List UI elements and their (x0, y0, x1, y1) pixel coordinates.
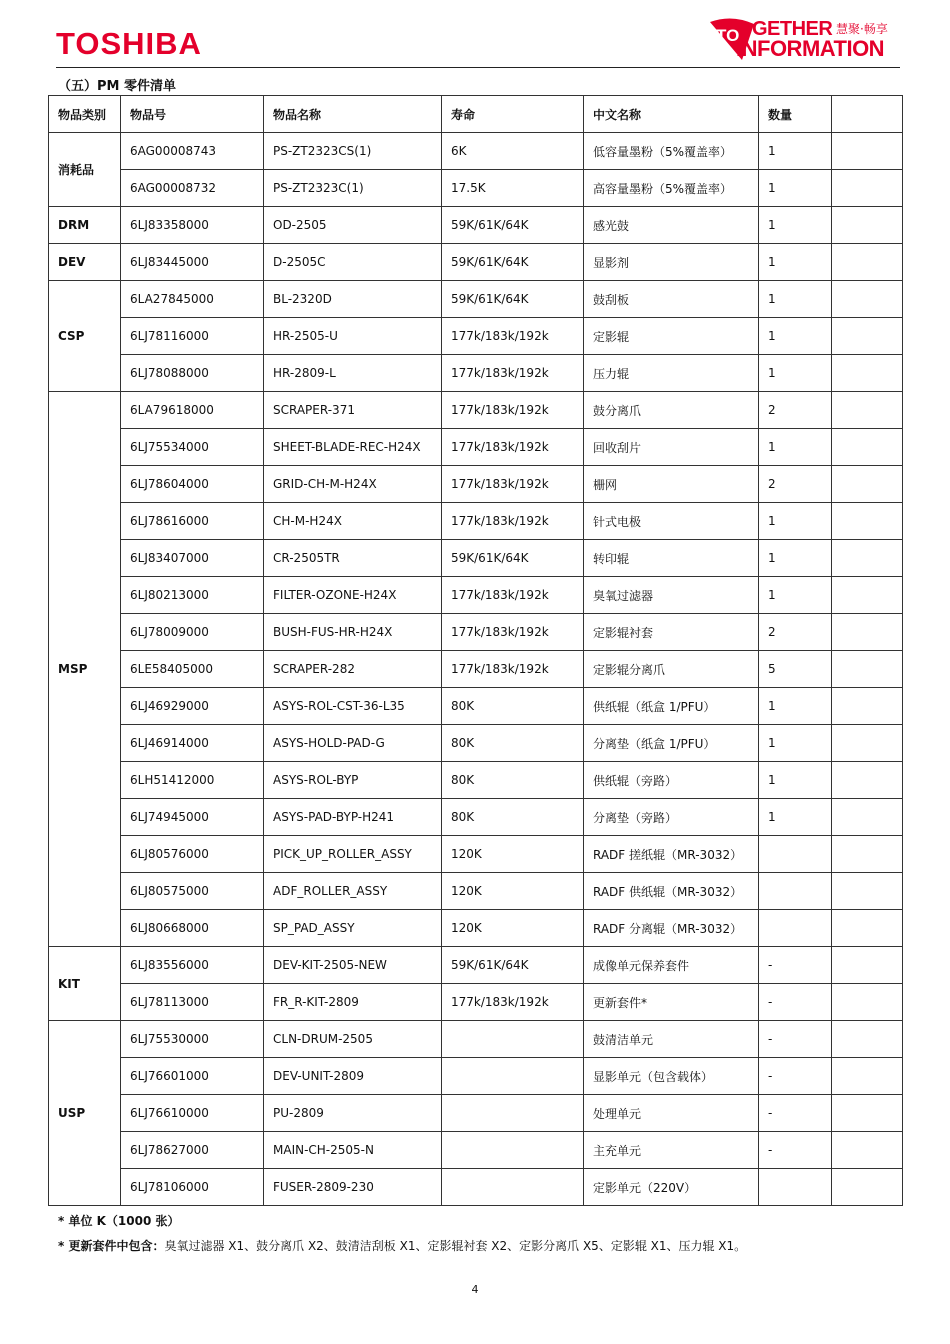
chinese-name-cell: 更新套件* (584, 984, 759, 1021)
category-cell: USP (49, 1021, 121, 1206)
part-name-cell: ASYS-HOLD-PAD-G (264, 725, 442, 762)
life-cell: 177k/183k/192k (442, 466, 584, 503)
chinese-name-cell: 分离垫（纸盒 1/PFU） (584, 725, 759, 762)
life-cell: 177k/183k/192k (442, 392, 584, 429)
blank-cell (832, 1095, 903, 1132)
blank-cell (832, 836, 903, 873)
part-number-cell: 6LJ78009000 (121, 614, 264, 651)
part-name-cell: ASYS-PAD-BYP-H241 (264, 799, 442, 836)
table-row (49, 133, 903, 170)
life-cell (442, 1021, 584, 1058)
table-row (49, 1021, 903, 1058)
quantity-cell: 1 (759, 725, 832, 762)
part-number-cell: 6LJ78113000 (121, 984, 264, 1021)
part-name-cell: GRID-CH-M-H24X (264, 466, 442, 503)
chinese-name-cell: 供纸辊（旁路） (584, 762, 759, 799)
part-name-cell: BL-2320D (264, 281, 442, 318)
col-header: 物品号 (121, 96, 264, 133)
together-information-brand (708, 16, 900, 60)
chinese-name-cell: 高容量墨粉（5%覆盖率） (584, 170, 759, 207)
life-cell (442, 1132, 584, 1169)
unit-note: * 单位 K（1000 张） (58, 1214, 180, 1228)
blank-cell (832, 503, 903, 540)
blank-cell (832, 207, 903, 244)
blank-cell (832, 540, 903, 577)
blank-cell (832, 873, 903, 910)
category-cell: KIT (49, 947, 121, 1021)
quantity-cell: 2 (759, 466, 832, 503)
life-cell: 177k/183k/192k (442, 984, 584, 1021)
table-row (49, 540, 903, 577)
part-name-cell: PU-2809 (264, 1095, 442, 1132)
life-cell (442, 1095, 584, 1132)
table-row (49, 947, 903, 984)
category-cell: CSP (49, 281, 121, 392)
part-number-cell: 6LJ78604000 (121, 466, 264, 503)
part-number-cell: 6LJ83407000 (121, 540, 264, 577)
chinese-name-cell: 主充单元 (584, 1132, 759, 1169)
life-cell (442, 1169, 584, 1206)
part-number-cell: 6LJ76601000 (121, 1058, 264, 1095)
category-cell: 消耗品 (49, 133, 121, 207)
part-name-cell: DEV-UNIT-2809 (264, 1058, 442, 1095)
quantity-cell: 1 (759, 133, 832, 170)
table-row (49, 1095, 903, 1132)
chinese-name-cell: 处理单元 (584, 1095, 759, 1132)
chinese-name-cell: 供纸辊（纸盒 1/PFU） (584, 688, 759, 725)
quantity-cell: 2 (759, 614, 832, 651)
part-number-cell: 6LJ78088000 (121, 355, 264, 392)
chinese-name-cell: 针式电极 (584, 503, 759, 540)
life-cell: 120K (442, 873, 584, 910)
quantity-cell: - (759, 1095, 832, 1132)
quantity-cell: - (759, 1058, 832, 1095)
part-name-cell: FR_R-KIT-2809 (264, 984, 442, 1021)
part-number-cell: 6AG00008743 (121, 133, 264, 170)
part-number-cell: 6LH51412000 (121, 762, 264, 799)
part-name-cell: ASYS-ROL-CST-36-L35 (264, 688, 442, 725)
life-cell: 59K/61K/64K (442, 244, 584, 281)
table-row (49, 873, 903, 910)
table-row (49, 799, 903, 836)
quantity-cell: 1 (759, 540, 832, 577)
blank-cell (832, 429, 903, 466)
part-name-cell: DEV-KIT-2505-NEW (264, 947, 442, 984)
blank-cell (832, 725, 903, 762)
quantity-cell (759, 873, 832, 910)
part-number-cell: 6LJ75534000 (121, 429, 264, 466)
part-number-cell: 6LJ80668000 (121, 910, 264, 947)
table-row (49, 984, 903, 1021)
part-number-cell: 6LJ80575000 (121, 873, 264, 910)
blank-cell (832, 466, 903, 503)
part-number-cell: 6LA79618000 (121, 392, 264, 429)
part-name-cell: ASYS-ROL-BYP (264, 762, 442, 799)
part-number-cell: 6LJ83358000 (121, 207, 264, 244)
quantity-cell: 1 (759, 762, 832, 799)
table-row (49, 207, 903, 244)
header-divider (56, 67, 900, 68)
chinese-name-cell: RADF 供纸辊（MR-3032） (584, 873, 759, 910)
col-header (832, 96, 903, 133)
life-cell: 177k/183k/192k (442, 577, 584, 614)
life-cell: 80K (442, 725, 584, 762)
part-name-cell: PS-ZT2323C(1) (264, 170, 442, 207)
part-number-cell: 6LJ46914000 (121, 725, 264, 762)
part-name-cell: CLN-DRUM-2505 (264, 1021, 442, 1058)
quantity-cell: 1 (759, 503, 832, 540)
table-row (49, 318, 903, 355)
blank-cell (832, 1058, 903, 1095)
chinese-name-cell: 分离垫（旁路） (584, 799, 759, 836)
part-name-cell: FUSER-2809-230 (264, 1169, 442, 1206)
part-number-cell: 6LJ75530000 (121, 1021, 264, 1058)
life-cell: 177k/183k/192k (442, 318, 584, 355)
life-cell: 59K/61K/64K (442, 947, 584, 984)
part-name-cell: SP_PAD_ASSY (264, 910, 442, 947)
table-row (49, 355, 903, 392)
life-cell: 59K/61K/64K (442, 207, 584, 244)
quantity-cell: - (759, 1021, 832, 1058)
kit-note-label: * 更新套件中包含： (58, 1239, 165, 1253)
category-cell: DRM (49, 207, 121, 244)
table-row (49, 910, 903, 947)
part-name-cell: HR-2809-L (264, 355, 442, 392)
chinese-name-cell: 定影辊 (584, 318, 759, 355)
life-cell: 177k/183k/192k (442, 429, 584, 466)
part-name-cell: ADF_ROLLER_ASSY (264, 873, 442, 910)
table-row (49, 762, 903, 799)
quantity-cell: 1 (759, 244, 832, 281)
quantity-cell: - (759, 984, 832, 1021)
part-number-cell: 6LJ78116000 (121, 318, 264, 355)
chinese-name-cell: RADF 分离辊（MR-3032） (584, 910, 759, 947)
section-title: （五）PM 零件清单 (58, 79, 176, 94)
blank-cell (832, 651, 903, 688)
chinese-name-cell: 低容量墨粉（5%覆盖率） (584, 133, 759, 170)
part-name-cell: CH-M-H24X (264, 503, 442, 540)
life-cell: 59K/61K/64K (442, 540, 584, 577)
part-number-cell: 6LJ83556000 (121, 947, 264, 984)
life-cell: 120K (442, 910, 584, 947)
chinese-name-cell: 栅网 (584, 466, 759, 503)
blank-cell (832, 577, 903, 614)
life-cell (442, 1058, 584, 1095)
quantity-cell (759, 1169, 832, 1206)
part-number-cell: 6LJ80213000 (121, 577, 264, 614)
quantity-cell: 5 (759, 651, 832, 688)
part-number-cell: 6LJ76610000 (121, 1095, 264, 1132)
table-row (49, 1058, 903, 1095)
life-cell: 177k/183k/192k (442, 651, 584, 688)
chinese-name-cell: 显影剂 (584, 244, 759, 281)
col-header: 寿命 (442, 96, 584, 133)
brand-chinese: 慧聚·畅享 (836, 22, 888, 36)
category-cell: DEV (49, 244, 121, 281)
table-header-row (49, 96, 903, 133)
toshiba-logo: TOSHIBA (56, 26, 202, 61)
table-row (49, 170, 903, 207)
blank-cell (832, 614, 903, 651)
quantity-cell (759, 836, 832, 873)
life-cell: 80K (442, 688, 584, 725)
kit-contents-note (58, 1237, 746, 1254)
table-row (49, 725, 903, 762)
part-number-cell: 6LJ80576000 (121, 836, 264, 873)
table-row (49, 244, 903, 281)
blank-cell (832, 947, 903, 984)
blank-cell (832, 910, 903, 947)
quantity-cell: 1 (759, 429, 832, 466)
chinese-name-cell: 定影单元（220V） (584, 1169, 759, 1206)
part-name-cell: PS-ZT2323CS(1) (264, 133, 442, 170)
part-number-cell: 6LJ78616000 (121, 503, 264, 540)
quantity-cell: 1 (759, 577, 832, 614)
table-row (49, 503, 903, 540)
life-cell: 59K/61K/64K (442, 281, 584, 318)
blank-cell (832, 688, 903, 725)
table-row (49, 836, 903, 873)
blank-cell (832, 392, 903, 429)
brand-line-2: INFORMATION (736, 36, 885, 61)
life-cell: 177k/183k/192k (442, 614, 584, 651)
blank-cell (832, 1132, 903, 1169)
quantity-cell: 1 (759, 207, 832, 244)
part-number-cell: 6LJ46929000 (121, 688, 264, 725)
table-row (49, 651, 903, 688)
blank-cell (832, 244, 903, 281)
chinese-name-cell: 显影单元（包含载体） (584, 1058, 759, 1095)
quantity-cell: 1 (759, 355, 832, 392)
chinese-name-cell: RADF 搓纸辊（MR-3032） (584, 836, 759, 873)
part-name-cell: D-2505C (264, 244, 442, 281)
part-number-cell: 6LJ78627000 (121, 1132, 264, 1169)
quantity-cell (759, 910, 832, 947)
table-row (49, 688, 903, 725)
life-cell: 80K (442, 762, 584, 799)
part-number-cell: 6LA27845000 (121, 281, 264, 318)
category-cell: MSP (49, 392, 121, 947)
kit-note-contents: 臭氧过滤器 X1、鼓分离爪 X2、鼓清洁刮板 X1、定影辊衬套 X2、定影分离爪 X5、定影辊 X1、压力辊 X1。 (164, 1239, 747, 1253)
quantity-cell: - (759, 947, 832, 984)
col-header: 物品类别 (49, 96, 121, 133)
blank-cell (832, 799, 903, 836)
chinese-name-cell: 鼓分离爪 (584, 392, 759, 429)
chinese-name-cell: 感光鼓 (584, 207, 759, 244)
chinese-name-cell: 成像单元保养套件 (584, 947, 759, 984)
blank-cell (832, 984, 903, 1021)
quantity-cell: 1 (759, 281, 832, 318)
table-row (49, 577, 903, 614)
part-number-cell: 6LE58405000 (121, 651, 264, 688)
table-row (49, 1132, 903, 1169)
part-number-cell: 6LJ78106000 (121, 1169, 264, 1206)
part-name-cell: SCRAPER-282 (264, 651, 442, 688)
quantity-cell: 1 (759, 318, 832, 355)
part-name-cell: PICK_UP_ROLLER_ASSY (264, 836, 442, 873)
blank-cell (832, 1169, 903, 1206)
quantity-cell: - (759, 1132, 832, 1169)
col-header: 物品名称 (264, 96, 442, 133)
quantity-cell: 2 (759, 392, 832, 429)
part-number-cell: 6LJ83445000 (121, 244, 264, 281)
blank-cell (832, 133, 903, 170)
table-row (49, 281, 903, 318)
blank-cell (832, 1021, 903, 1058)
table-row (49, 466, 903, 503)
life-cell: 120K (442, 836, 584, 873)
part-name-cell: SCRAPER-371 (264, 392, 442, 429)
life-cell: 177k/183k/192k (442, 355, 584, 392)
life-cell: 177k/183k/192k (442, 503, 584, 540)
life-cell: 80K (442, 799, 584, 836)
svg-text:TO: TO (716, 26, 740, 45)
blank-cell (832, 762, 903, 799)
table-row (49, 392, 903, 429)
part-name-cell: MAIN-CH-2505-N (264, 1132, 442, 1169)
table-row (49, 1169, 903, 1206)
quantity-cell: 1 (759, 170, 832, 207)
part-name-cell: SHEET-BLADE-REC-H24X (264, 429, 442, 466)
chinese-name-cell: 定影辊分离爪 (584, 651, 759, 688)
life-cell: 17.5K (442, 170, 584, 207)
table-row (49, 429, 903, 466)
blank-cell (832, 281, 903, 318)
col-header: 中文名称 (584, 96, 759, 133)
part-name-cell: CR-2505TR (264, 540, 442, 577)
part-name-cell: HR-2505-U (264, 318, 442, 355)
blank-cell (832, 355, 903, 392)
chinese-name-cell: 臭氧过滤器 (584, 577, 759, 614)
blank-cell (832, 318, 903, 355)
brand-line-1: GETHER (752, 18, 833, 40)
quantity-cell: 1 (759, 688, 832, 725)
chinese-name-cell: 定影辊衬套 (584, 614, 759, 651)
life-cell: 6K (442, 133, 584, 170)
page-number: 4 (471, 1283, 479, 1296)
col-header: 数量 (759, 96, 832, 133)
part-name-cell: OD-2505 (264, 207, 442, 244)
part-name-cell: FILTER-OZONE-H24X (264, 577, 442, 614)
chinese-name-cell: 鼓清洁单元 (584, 1021, 759, 1058)
chinese-name-cell: 鼓刮板 (584, 281, 759, 318)
part-name-cell: BUSH-FUS-HR-H24X (264, 614, 442, 651)
pm-parts-table (48, 95, 903, 1206)
quantity-cell: 1 (759, 799, 832, 836)
part-number-cell: 6LJ74945000 (121, 799, 264, 836)
table-row (49, 614, 903, 651)
blank-cell (832, 170, 903, 207)
chinese-name-cell: 压力辊 (584, 355, 759, 392)
part-number-cell: 6AG00008732 (121, 170, 264, 207)
chinese-name-cell: 转印辊 (584, 540, 759, 577)
chinese-name-cell: 回收刮片 (584, 429, 759, 466)
